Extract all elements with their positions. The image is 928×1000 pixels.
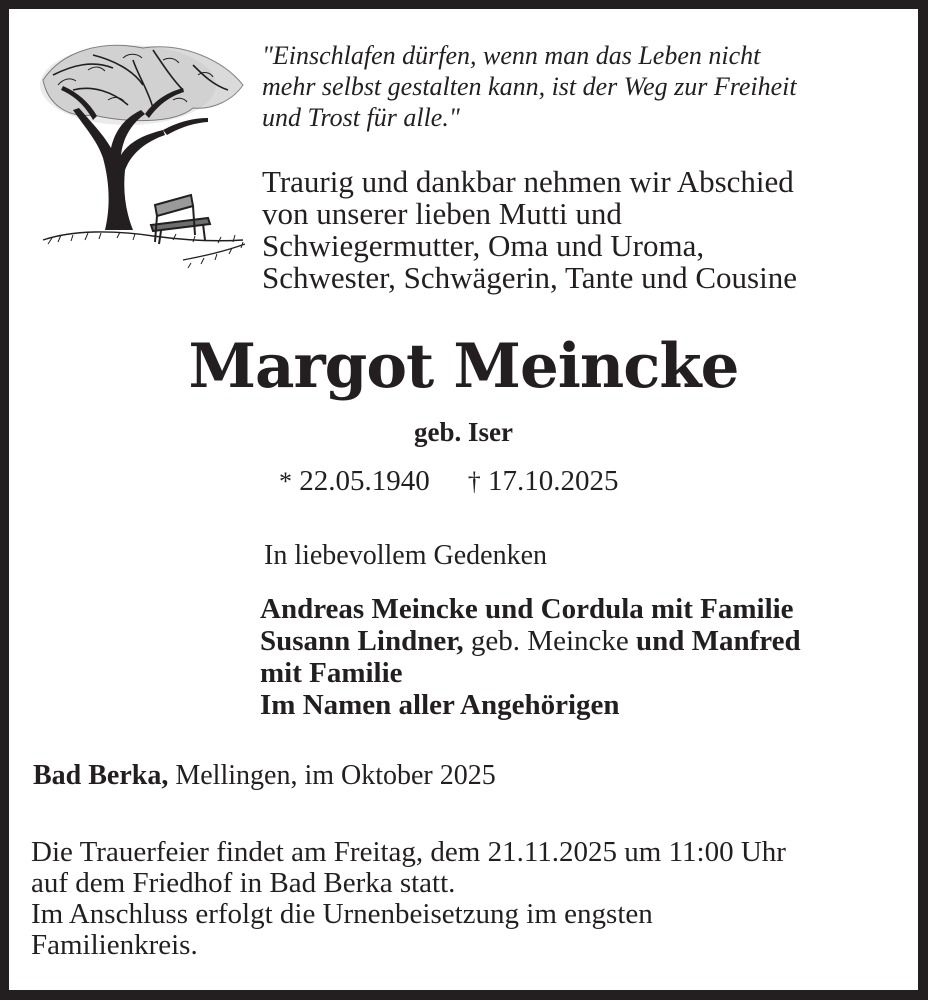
mourner-name: und Manfred [636,625,801,657]
quote-line: "Einschlafen dürfen, wenn man das Leben nicht [262,41,761,70]
ceremony-line: Familienkreis. [31,929,198,961]
place-and-date [33,759,496,793]
intro-line: Traurig und dankbar nehmen wir Abschied [262,164,794,199]
quote-line: und Trost für alle." [262,103,460,132]
ceremony-line: Im Anschluss erfolgt die Urnenbeisetzung im engsten [31,898,653,930]
birth-star-icon: * [279,467,292,496]
mourner-line: Im Namen aller Angehörigen [260,689,620,721]
mourner-note: geb. Meincke [463,625,637,657]
ceremony-line: auf dem Friedhof in Bad Berka statt. [31,867,456,899]
birth-date: 22.05.1940 [299,465,430,497]
ceremony-line: Die Trauerfeier findet am Freitag, dem 21.11.2025 um 11:00 Uhr [31,836,786,868]
ceremony-info [31,837,786,961]
farewell-intro [262,166,797,294]
deceased-name: Margot Meincke [188,331,739,402]
place-rest: Mellingen, im Oktober 2025 [168,760,496,791]
death-cross-icon: † [467,467,481,496]
life-dates [279,463,619,500]
place-bold: Bad Berka, [33,760,169,791]
mourner-line: mit Familie [260,657,403,689]
intro-line: Schwester, Schwägerin, Tante und Cousine [262,260,797,295]
obituary-card [9,9,918,990]
quote [262,40,797,133]
intro-line: von unserer lieben Mutti und [262,196,622,231]
memory-line: In liebevollem Gedenken [264,540,548,571]
death-date: 17.10.2025 [488,465,619,497]
quote-line: mehr selbst gestalten kann, ist der Weg zur Freiheit [262,72,797,101]
mourner-name: Susann Lindner, [260,625,464,657]
intro-line: Schwiegermutter, Oma und Uroma, [262,228,705,263]
tree-bench-illustration-icon [33,30,255,275]
mourners-list [260,593,801,721]
birth-name: geb. Iser [414,417,513,447]
mourner-line [260,625,801,657]
mourner-line: Andreas Meincke und Cordula mit Familie [260,593,794,625]
